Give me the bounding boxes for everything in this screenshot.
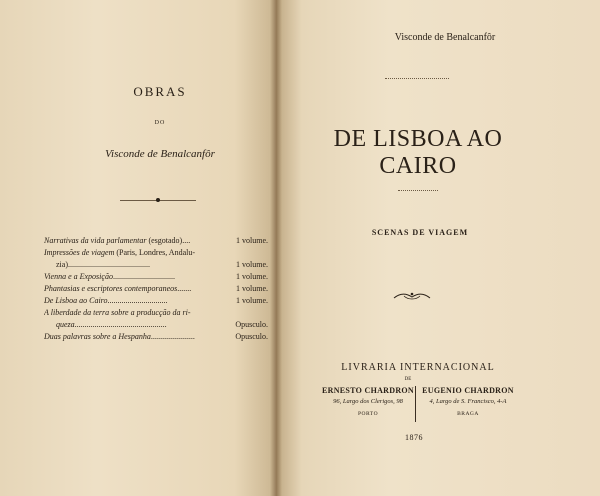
work-volume: 1 volume. [236,296,268,305]
work-extra: ............................... [112,272,175,281]
rule-dot-icon [156,198,160,202]
work-volume: 1 volume. [236,260,268,269]
house-name: EUGENIO CHARDRON [422,386,514,395]
work-item [44,307,268,319]
publication-year: 1876 [405,433,423,442]
work-item [44,319,268,331]
house-address: 4, Largo de S. Francisco, 4-A [429,398,507,405]
work-item [44,331,268,343]
work-extra: ....... [177,284,192,293]
left-author-name: Visconde de Benalcanfôr [105,148,215,160]
work-title: Duas palavras sobre a Hespanha [44,332,151,341]
work-volume: 1 volume. [236,236,268,245]
work-item [44,259,268,271]
right-author-name: Visconde de Benalcanfôr [394,32,496,43]
book-title: DE LISBOA AO CAIRO [333,126,503,179]
work-extra: ...................... [150,332,195,341]
house-address: 96, Largo dos Clerigos, 98 [333,398,403,405]
work-volume [264,307,268,319]
work-title: Narrativas da vida parlamentar [44,236,147,245]
work-item [44,235,268,247]
top-dotted-rule [385,78,449,79]
work-extra: (esgotado).... [148,236,191,245]
book-subtitle: SCENAS DE VIAGEM [371,228,469,237]
book-gutter [270,0,282,496]
house-name: ERNESTO CHARDRON [322,386,414,395]
work-item [44,283,268,295]
work-item [44,295,268,307]
work-title: queza [56,320,75,329]
publisher-connector: DE [404,377,412,382]
left-page [0,0,276,496]
works-list [44,235,268,343]
work-title: A liberdade da terra sobre a producção da ri- [44,308,191,317]
mid-dotted-rule [398,190,438,191]
work-title: zia) [56,260,68,269]
work-item [44,247,268,259]
house-porto [318,386,418,417]
right-page [276,0,600,496]
work-extra: (Paris, Londres, Andalu- [116,248,196,257]
work-extra: ......................................... [68,260,150,269]
house-city: BRAGA [457,411,479,417]
house-city: PORTO [357,411,379,417]
work-title: De Lisboa ao Cairo [44,296,108,305]
ornament-icon [392,289,432,303]
work-volume: Opusculo. [235,320,268,329]
work-volume: 1 volume. [236,272,268,281]
works-connector: DO [154,120,166,126]
work-extra: .............................................. [74,320,167,329]
work-volume: Opusculo. [235,332,268,341]
work-title: Phantasias e escriptores contemporaneos [44,284,178,293]
work-extra: .............................. [107,296,168,305]
work-volume [264,247,268,259]
work-item [44,271,268,283]
publisher-name: LIVRARIA INTERNACIONAL [341,362,495,373]
work-volume: 1 volume. [236,284,268,293]
works-heading: OBRAS [133,84,187,99]
left-divider-rule [120,200,196,201]
house-braga [416,386,520,417]
work-title: Impressões de viagem [44,248,115,257]
work-title: Vienna e a Exposição [44,272,113,281]
